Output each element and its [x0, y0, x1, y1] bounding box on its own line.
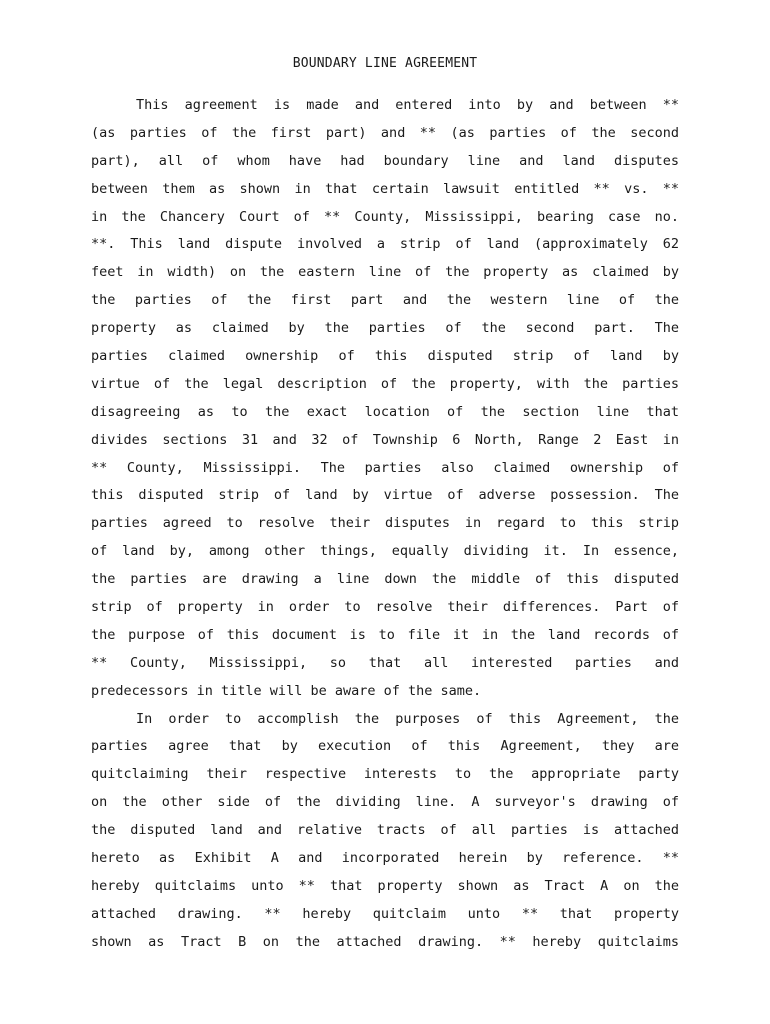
- text-line: hereto as Exhibit A and incorporated herein by reference. **: [91, 850, 679, 867]
- text-line: the purpose of this document is to file it in the land records of: [91, 626, 679, 643]
- text-line: on the other side of the dividing line. A surveyor's drawing of: [91, 794, 679, 811]
- text-line: In order to accomplish the purposes of this Agreement, the: [136, 710, 679, 727]
- text-line: between them as shown in that certain lawsuit entitled ** vs. **: [91, 180, 679, 197]
- text-line: parties agreed to resolve their disputes in regard to this strip: [91, 515, 679, 532]
- text-line: predecessors in title will be aware of the same.: [91, 682, 482, 699]
- text-line: (as parties of the first part) and ** (as parties of the second: [91, 124, 679, 141]
- text-line: the disputed land and relative tracts of all parties is attached: [91, 822, 679, 839]
- text-line: parties claimed ownership of this disputed strip of land by: [91, 348, 679, 365]
- text-line: strip of property in order to resolve their differences. Part of: [91, 599, 679, 616]
- text-line: **. This land dispute involved a strip of land (approximately 62: [91, 236, 679, 253]
- text-line: shown as Tract B on the attached drawing. ** hereby quitclaims: [91, 933, 679, 950]
- text-line: the parties of the first part and the western line of the: [91, 292, 679, 309]
- text-line: parties agree that by execution of this Agreement, they are: [91, 738, 679, 755]
- paragraph: [91, 706, 679, 957]
- text-line: attached drawing. ** hereby quitclaim unto ** that property: [91, 905, 679, 922]
- text-line: hereby quitclaims unto ** that property shown as Tract A on the: [91, 877, 679, 894]
- paragraph: [91, 92, 679, 706]
- text-line: ** County, Mississippi. The parties also claimed ownership of: [91, 459, 679, 476]
- text-line: this disputed strip of land by virtue of adverse possession. The: [91, 487, 679, 504]
- text-line: feet in width) on the eastern line of the property as claimed by: [91, 264, 679, 281]
- text-line: This agreement is made and entered into by and between **: [136, 97, 679, 113]
- text-line: the parties are drawing a line down the middle of this disputed: [91, 571, 679, 588]
- text-line: property as claimed by the parties of the second part. The: [91, 320, 679, 337]
- text-line: disagreeing as to the exact location of the section line that: [91, 403, 679, 420]
- text-line: virtue of the legal description of the property, with the parties: [91, 375, 679, 392]
- text-line: ** County, Mississippi, so that all interested parties and: [91, 654, 679, 671]
- document-body: [91, 92, 679, 957]
- text-line: in the Chancery Court of ** County, Mississippi, bearing case no.: [91, 208, 679, 225]
- text-line: of land by, among other things, equally dividing it. In essence,: [91, 543, 679, 560]
- text-line: divides sections 31 and 32 of Township 6 North, Range 2 East in: [91, 431, 679, 448]
- document-title: BOUNDARY LINE AGREEMENT: [292, 56, 478, 71]
- text-line: quitclaiming their respective interests to the appropriate party: [91, 766, 679, 783]
- text-line: part), all of whom have had boundary line and land disputes: [91, 152, 679, 169]
